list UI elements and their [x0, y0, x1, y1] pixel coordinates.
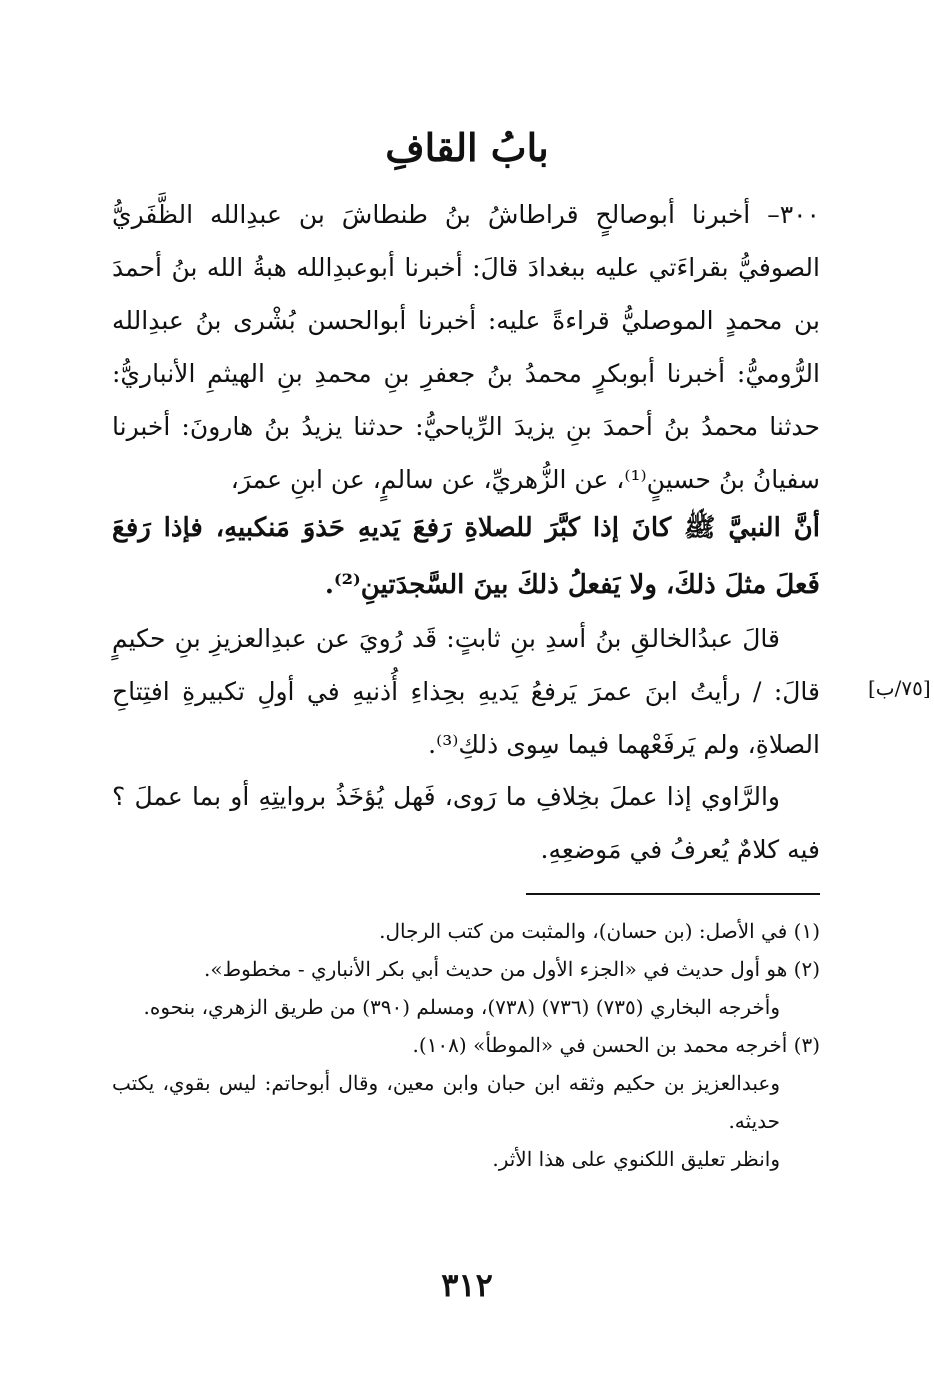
footnotes-section [112, 912, 820, 1178]
manuscript-folio-marker: [٧٥/ب] [868, 676, 931, 700]
footnote-1: (١) في الأصل: (بن حسان)، والمثبت من كتب الرجال. [379, 919, 820, 943]
chapter-title: بابُ القافِ [385, 125, 549, 170]
commentary-paragraph-2: والرَّاوي إذا عملَ بخِلافِ ما رَوى، فَهل يُؤخَذُ بروايتِهِ أو بما عملَ ؟ فيه كلامٌ يُعرفُ في مَوضعِهِ. [112, 782, 820, 864]
footnote-3-continuation-2: وانظر تعليق اللكنوي على هذا الأثر. [492, 1147, 780, 1171]
footnote-3-continuation-1: وعبدالعزيز بن حكيم وثقه ابن حبان وابن معين، وقال أبوحاتم: ليس بقوي، يكتب حديثه. [112, 1071, 780, 1133]
commentary-paragraph-1: قالَ عبدُالخالقِ بنُ أسدِ بنِ ثابتٍ: قَد رُويَ عن عبدِالعزيزِ بنِ حكيمٍ قالَ: / رأيتُ ابنَ عمرَ يَرفعُ يَديهِ بحِذاءِ أُذنيهِ في أولِ تكبيرةِ افتِتاحِ الصلاةِ، ولم يَرفَعْهما فيما سِوى ذلكِ⁽³⁾. [112, 624, 820, 759]
footnote-2-continuation: وأخرجه البخاري (٧٣٥) (٧٣٦) (٧٣٨)، ومسلم (٣٩٠) من طريق الزهري، بنحوه. [143, 995, 780, 1019]
footnote-divider [526, 893, 820, 895]
hadith-text: أنَّ النبيَّ ﷺ كانَ إذا كبَّرَ للصلاةِ رَفعَ يَديهِ حَذوَ مَنكبيهِ، فإذا رَفعَ فَعلَ مثلَ ذلكَ، ولا يَفعلُ ذلكَ بينَ السَّجدَتينِ⁽²⁾. [112, 513, 820, 600]
page-number: ٣١٢ [441, 1266, 493, 1304]
hadith-chain-paragraph: ٣٠٠– أخبرنا أبوصالحٍ قراطاشُ بنُ طنطاشَ بن عبدِالله الظَّفَريُّ الصوفيُّ بقراءَتي عليه ببغدادَ قالَ: أخبرنا أبوعبدِالله هبةُ الله بنُ أحمدَ بن محمدٍ الموصليُّ قراءةً عليه: أخبرنا أبوالحسن بُشْرى بنُ عبدِالله الرُّوميُّ: أخبرنا أبوبكرٍ محمدُ بنُ جعفرِ بنِ محمدِ بنِ الهيثمِ الأنباريُّ: حدثنا محمدُ بنُ أحمدَ بنِ يزيدَ الرِّياحيُّ: حدثنا يزيدُ بنُ هارونَ: أخبرنا سفيانُ بنُ حسينٍ⁽¹⁾، عن الزُّهريِّ، عن سالمٍ، عن ابنِ عمرَ، [112, 200, 820, 494]
footnote-3: (٣) أخرجه محمد بن الحسن في «الموطأ» (١٠٨). [412, 1033, 820, 1057]
footnote-2: (٢) هو أول حديث في «الجزء الأول من حديث أبي بكر الأنباري - مخطوط». [204, 957, 820, 981]
